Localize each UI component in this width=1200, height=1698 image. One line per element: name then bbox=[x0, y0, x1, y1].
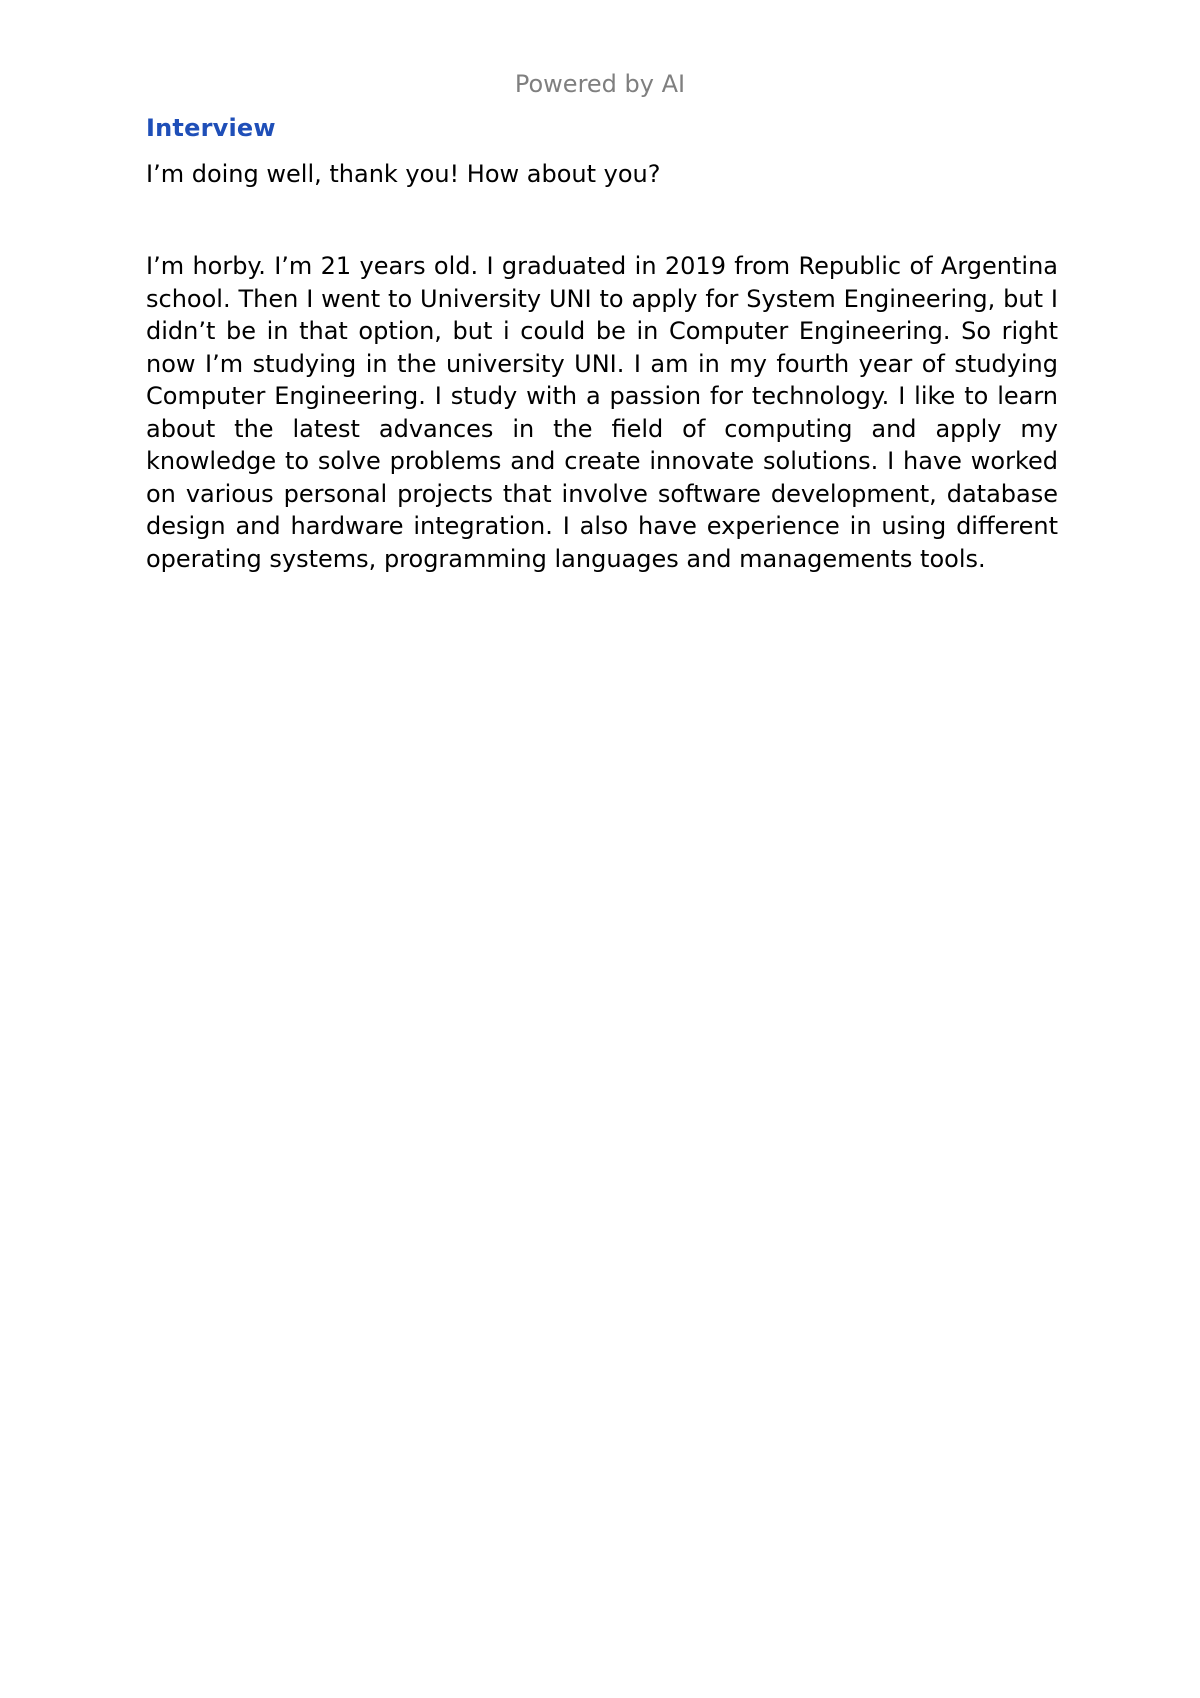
greeting-line: I’m doing well, thank you! How about you? bbox=[146, 160, 661, 188]
document-body bbox=[146, 112, 1058, 575]
section-title: Interview bbox=[146, 114, 276, 142]
body-paragraph: I’m horby. I’m 21 years old. I graduated in 2019 from Republic of Argentina school. Then I went to University UNI to apply for System Engineering, but I didn’t be in that option, but i could be in Computer Engineering. So right now I’m studying in the university UNI. I am in my fourth year of studying Computer Engineering. I study with a passion for technology. I like to learn about the latest advances in the field of computing and apply my knowledge to solve problems and create innovate solutions. I have worked on various personal projects that involve software development, database design and hardware integration. I also have experience in using different operating systems, programming languages and managements tools. bbox=[146, 252, 1058, 573]
page-header: Powered by AI bbox=[514, 70, 686, 98]
